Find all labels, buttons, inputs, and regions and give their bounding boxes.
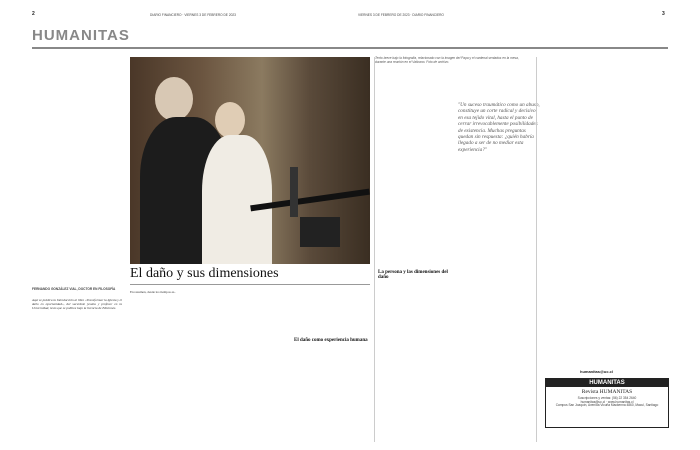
info-box-title: HUMANITAS xyxy=(546,379,668,387)
web-address: humanitas@uc.cl xyxy=(580,369,614,374)
byline: FERNANDO GONZÁLEZ VIAL, DOCTOR EN FILOSOFÍA xyxy=(32,287,116,291)
info-box-line-3: Campus San Joaquín, Avenida Vicuña Mackenna 4860, Macul, Santiago xyxy=(555,403,659,408)
column-4-text xyxy=(294,290,370,440)
photo-caption: Texto breve bajo la fotografía, relacionado con la imagen del Papa y el cardenal sentados en la mesa, durante una reunión en el Vaticano. Foto de archivo. xyxy=(375,56,519,64)
right-page-number: 3 xyxy=(662,11,665,17)
column-3-text xyxy=(212,290,288,440)
subhead-1: El daño como experiencia humana xyxy=(294,338,368,343)
column-2-text: En resumen, desde los tiempos es- xyxy=(130,290,176,294)
left-header-meta: DIARIO FINANCIERO · VIERNES 3 DE FEBRERO DE 2023 xyxy=(150,13,236,17)
right-header-meta: VIERNES 3 DE FEBRERO DE 2023 · DIARIO FINANCIERO xyxy=(358,13,444,17)
column-6-text xyxy=(458,200,534,440)
headline-rule xyxy=(130,284,370,285)
info-box xyxy=(545,378,669,428)
info-box-subtitle: Revista HUMANITAS xyxy=(581,389,633,395)
section-rule xyxy=(32,47,668,49)
pull-quote: "Un suceso traumático como un abuso, constituye un corte radical y decisivo en esa tejido vital, hasta el punto de cerrar irrevocablemente posibilidades de existencia. Muchas preguntas quedan sin respuesta: ¿quién habría llegado a ser de no mediar esta experiencia?" xyxy=(458,102,540,153)
column-7-text xyxy=(540,57,668,367)
info-box-line-1: Suscripciones y ventas: (56) 22 354 2640 xyxy=(577,396,637,400)
headline: El daño y sus dimensiones xyxy=(130,266,279,281)
left-page-number: 2 xyxy=(32,11,35,17)
article-photo xyxy=(130,57,370,264)
info-box-line-2: humanitas@uc.cl · www.humanitas.cl xyxy=(580,399,634,404)
section-title: HUMANITAS xyxy=(32,27,130,44)
column-divider xyxy=(374,57,375,442)
intro-text: Aquí se publica la Introducción al libro «Transformar la Iglesia y el daño en oportunidad», del sacerdote jesuita y profesor en la Universidad, texto que se publica bajo la licencia de Ediciones. xyxy=(32,298,122,311)
subhead-2: La persona y las dimensiones del daño xyxy=(378,270,454,280)
column-divider xyxy=(536,57,537,442)
